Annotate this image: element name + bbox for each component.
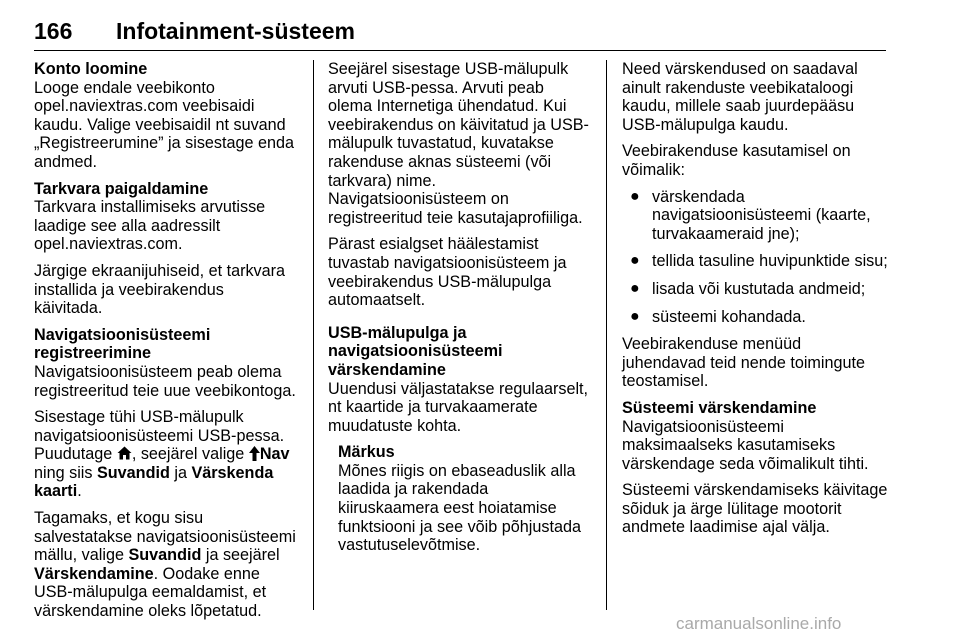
section-heading-update	[328, 324, 590, 380]
heading-line: värskendamine	[328, 360, 446, 379]
list-item-text: tellida tasuline huvipunktide sisu;	[652, 252, 888, 271]
list-item	[622, 308, 888, 327]
paragraph-update-often: Navigatsioonisüsteemi maksimaalseks kasutamiseks värskendage seda võimalikult tihti.	[622, 417, 869, 473]
paragraph-account: Looge endale veebikonto opel.naviextras.com veebisaidi kaudu. Valige veebisaidil nt suvand „Registreerumine” ja sisestage enda andmed.	[34, 78, 295, 171]
note-heading: Märkus	[338, 443, 395, 462]
note-text: Mõnes riigis on ebaseaduslik alla laadida ja rakendada kiiruskaamera eest hoiatamise funktsiooni ja see võib põhjustada vastutuselevõtmise.	[338, 461, 581, 555]
column-divider	[606, 60, 607, 610]
update-map-label: Värskenda kaarti	[34, 463, 274, 501]
paragraph-save-content	[34, 509, 296, 621]
section-heading-software: Tarkvara paigaldamine	[34, 179, 209, 198]
section-heading-registration	[34, 326, 296, 363]
heading-line: Navigatsioonisüsteemi	[34, 325, 211, 344]
heading-line: USB-mälupulga ja	[328, 323, 467, 342]
suvandid-label: Suvandid	[128, 546, 202, 565]
paragraph-start-vehicle: Süsteemi värskendamiseks käivitage sõiduk ja ärge lülitage mootorit andmete laadimise ajal välja.	[622, 481, 888, 537]
chapter-title: Infotainment-süsteem	[116, 18, 355, 44]
list-item-text: süsteemi kohandada.	[652, 307, 806, 326]
list-item-text: värskendada navigatsioonisüsteemi (kaarte, turvakaameraid jne);	[652, 187, 871, 243]
list-item-text: lisada või kustutada andmeid;	[652, 279, 866, 298]
column-3	[622, 60, 888, 545]
paragraph-auto-detect: Pärast esialgset häälestamist tuvastab navigatsioonisüsteem ja veebirakendus USB-mälupulga automaatselt.	[328, 235, 567, 310]
bullet-icon: ●	[630, 187, 640, 205]
paragraph-registered: Navigatsioonisüsteem on registreeritud teie kasutajaprofiiliga.	[328, 190, 583, 227]
paragraph-registration: Navigatsioonisüsteem peab olema registreeritud teie uue veebikontoga.	[34, 362, 296, 400]
paragraph-updates: Uuendusi väljastatakse regulaarselt, nt kaartide ja turvakaamerate muudatuste kohta.	[328, 379, 589, 435]
list-item	[622, 188, 888, 244]
column-divider	[313, 60, 314, 610]
feature-list	[622, 188, 888, 327]
text-run: Sisestage tühi USB-mälupulk navigatsioonisüsteemi USB-pessa. Puudutage	[34, 408, 285, 464]
page-number: 166	[34, 18, 73, 44]
list-item	[622, 280, 888, 299]
suvandid-label: Suvandid	[96, 463, 170, 482]
text-run: . Oodake enne USB-mälupulga eemaldamist, et värskendamine oleks lõpetatud.	[34, 564, 267, 621]
paragraph-usb-insert	[34, 408, 296, 501]
list-item	[622, 252, 888, 271]
paragraph-menus: Veebirakenduse menüüd juhendavad teid nende toimingute teostamisel.	[622, 335, 866, 391]
page-header	[34, 14, 886, 48]
bullet-icon: ●	[630, 307, 640, 325]
text-run: Tagamaks, et kogu sisu salvestatakse navigatsioonisüsteemi mällu, valige	[34, 509, 296, 565]
column-2	[328, 60, 590, 555]
text-run: , seejärel valige	[131, 445, 245, 464]
paragraph-software-download: Tarkvara installimiseks arvutisse laadige see alla aadressilt opel.naviextras.com.	[34, 198, 266, 254]
watermark: carmanualsonline.info	[676, 614, 842, 633]
section-heading-account: Konto loomine	[34, 60, 148, 78]
text-run: ning siis	[34, 463, 93, 482]
paragraph-software-install: Järgige ekraanijuhiseid, et tarkvara installida ja veebirakendus käivitada.	[34, 261, 286, 318]
paragraph-usb-computer	[328, 60, 590, 190]
bullet-icon: ●	[630, 252, 640, 270]
section-heading-system-update: Süsteemi värskendamine	[622, 398, 817, 417]
paragraph-possible: Veebirakenduse kasutamisel on võimalik:	[622, 142, 851, 179]
heading-line: registreerimine	[34, 344, 151, 363]
paragraph-catalog: Need värskendused on saadaval ainult rakenduste veebikataloogi kaudu, millele saab juurdepääsu USB-mälupulga kaudu.	[622, 60, 858, 134]
note-box	[338, 443, 590, 555]
column-1	[34, 60, 296, 629]
text-run: .	[77, 482, 82, 501]
update-label: Värskendamine	[34, 564, 154, 583]
navigation-arrow-icon	[249, 445, 260, 463]
nav-label: Nav	[259, 445, 290, 464]
text-run: Seejärel sisestage USB-mälupulk arvuti USB-pessa. Arvuti peab olema Internetiga ühendatud. Kui veebirakendus on käivitatud ja USB-mälupulk tuvastatud, kuvatakse rakenduse aknas süsteemi (või tarkvara) nime.	[328, 60, 589, 190]
text-run: ja	[174, 463, 187, 482]
heading-line: navigatsioonisüsteemi	[328, 342, 503, 361]
text-run: ja seejärel	[205, 546, 280, 565]
bullet-icon: ●	[630, 279, 640, 297]
header-divider	[34, 50, 886, 51]
home-icon	[117, 445, 132, 463]
